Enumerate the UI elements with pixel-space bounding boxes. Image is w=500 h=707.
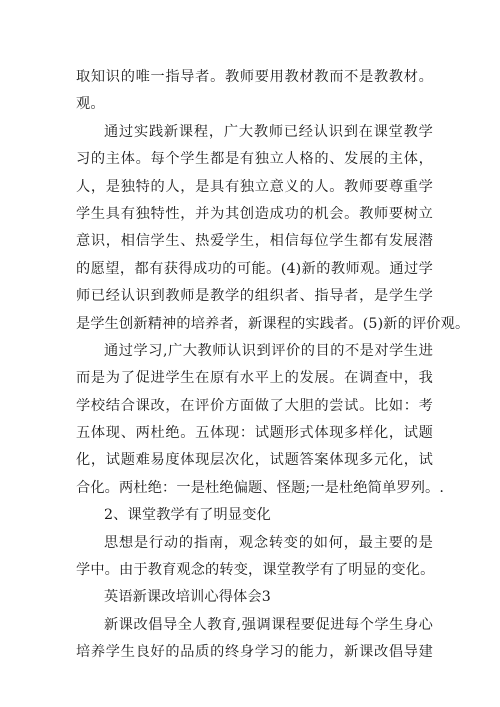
text-line: 人，是独特的人，是具有独立意义的人。教师要尊重学 <box>76 178 433 195</box>
text-line: 观。 <box>76 96 105 113</box>
text-line: 通过实践新课程，广大教师已经认识到在课堂教学 <box>104 123 433 140</box>
text-line: 新课改倡导全人教育,强调课程要促进每个学生身心 <box>104 616 433 633</box>
text-line: 习的主体。每个学生都是有独立人格的、发展的主体， <box>76 151 433 168</box>
text-line: 培养学生良好的品质的终身学习的能力，新课改倡导建 <box>76 644 433 661</box>
text-line: 通过学习,广大教师认识到评价的目的不是对学生进 <box>104 342 433 359</box>
text-line: 学生具有独特性，并为其创造成功的机会。教师要树立 <box>76 205 433 222</box>
text-line: 学校结合课改，在评价方面做了大胆的尝试。比如：考 <box>76 397 433 414</box>
text-line: 学中。由于教育观念的转变，课堂教学有了明显的变化。 <box>76 562 435 579</box>
text-line: 的愿望，都有获得成功的可能。(4)新的教师观。通过学 <box>76 260 433 277</box>
text-line: 化，试题难易度体现层次化，试题答案体现多元化，试 <box>76 452 433 469</box>
text-line: 而是为了促进学生在原有水平上的发展。在调查中，我 <box>76 370 433 387</box>
text-line: 师已经认识到教师是教学的组织者、指导者，是学生学 <box>76 288 433 305</box>
text-line: 是学生创新精神的培养者，新课程的实践者。(5)新的评价观。 <box>76 315 470 332</box>
text-line: 意识，相信学生、热爱学生，相信每位学生都有发展潜 <box>76 233 433 250</box>
text-line: 五体现、两杜绝。五体现：试题形式体现多样化，试题 <box>76 425 433 442</box>
text-line: 英语新课改培训心得体会3 <box>104 589 271 606</box>
text-line: 合化。两杜绝：一是杜绝偏题、怪题;一是杜绝简单罗列。. <box>76 479 445 496</box>
text-line: 取知识的唯一指导者。教师要用教材教而不是教教材。 <box>76 69 433 85</box>
text-line: 思想是行动的指南，观念转变的如何，最主要的是 <box>104 534 433 551</box>
text-line: 2、课堂教学有了明显变化 <box>104 507 271 524</box>
